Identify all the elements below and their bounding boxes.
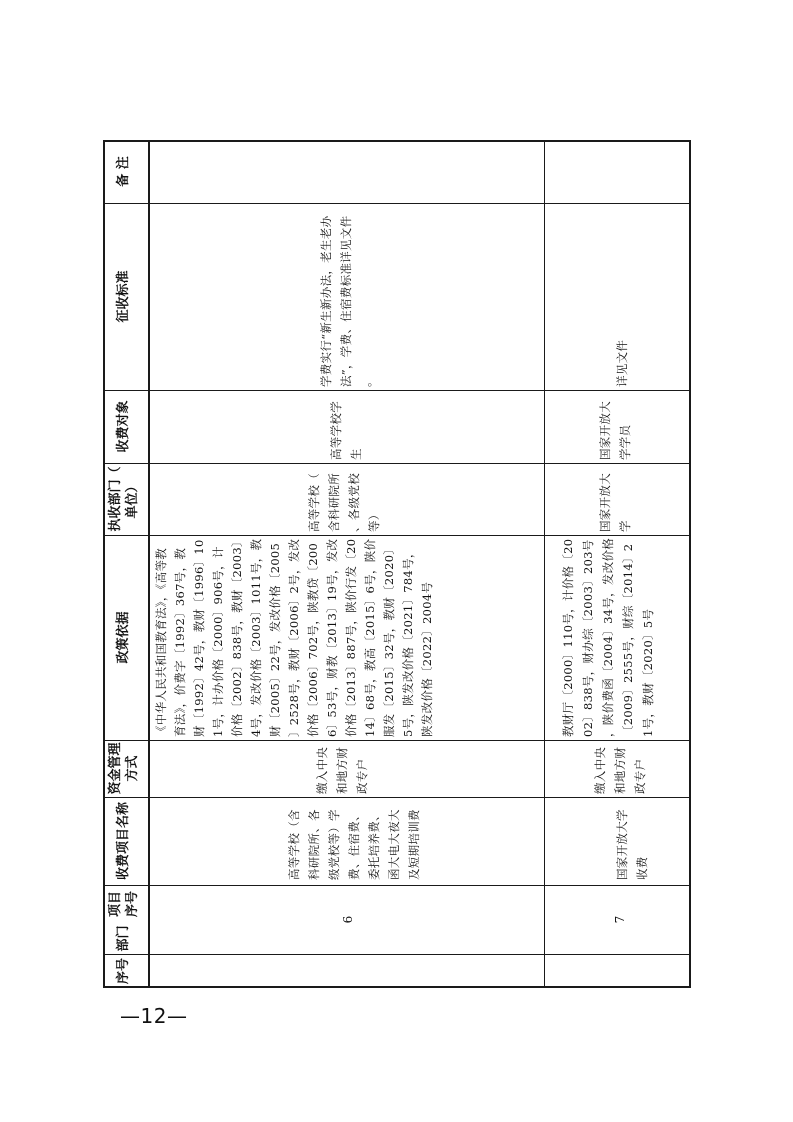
row-6-fund-mgmt: 缴入中央和地方财政专户 bbox=[315, 746, 369, 794]
row-6-seq bbox=[150, 956, 542, 986]
row-7-dept bbox=[546, 920, 689, 953]
header-collecting-unit: 执收部门（单位） bbox=[108, 466, 140, 532]
header-item-seq: 项目序号 bbox=[108, 891, 140, 918]
header-fund-mgmt: 资金管理方式 bbox=[108, 742, 140, 795]
rule-name bbox=[103, 885, 691, 886]
rule-unit bbox=[103, 535, 691, 536]
row-7-fund-mgmt: 缴入中央和地方财政专户 bbox=[593, 746, 647, 794]
header-standard: 征收标准 bbox=[116, 270, 131, 323]
rule-row-divider bbox=[544, 140, 545, 988]
row-6-collecting-unit: 高等学校（含科研院所、各级党校等） bbox=[307, 473, 381, 532]
row-6-item-name: 高等学校（含科研院所、各级党校等）学费、住宿费、委托培养费、函大电大夜大及短期培训费 bbox=[287, 809, 421, 880]
row-7-item-name: 国家开放大学收费 bbox=[615, 809, 649, 880]
row-7-collecting-unit: 国家开放大学 bbox=[598, 473, 632, 532]
rule-header-row bbox=[148, 140, 150, 988]
row-6-remarks bbox=[150, 142, 542, 202]
header-seq: 序号 bbox=[116, 958, 131, 985]
row-7-remarks bbox=[546, 142, 689, 202]
header-remarks: 备 注 bbox=[116, 156, 131, 187]
row-6-item-seq: 6 bbox=[341, 915, 355, 924]
row-7-item-seq: 7 bbox=[613, 915, 627, 924]
header-item-name: 收费项目名称 bbox=[116, 802, 131, 881]
header-dept: 部门 bbox=[116, 925, 131, 952]
row-6-policy-basis: 《中华人民共和国教育法》，《高等教育法》，价费字〔1992〕367号，教财〔1992〕42号，教财〔1996〕101号，计办价格〔2000〕906号，计价格〔2002〕838号，教财〔2003〕4号，发改价格〔2003〕1011号，教财〔2005〕22号，发改价格〔2005〕2528号，教财〔2006〕2号，发改价格〔2006〕702号，陕教贷〔2006〕53号，财教〔2013〕19号，发改价格〔2013〕887号，陕价行发〔2014〕68号，教高〔2015〕6号，陕价服发〔2015〕32号，教财〔2020〕5号，陕发改价格〔2021〕784号，陕发改价格〔2022〕2004号 bbox=[154, 538, 434, 737]
row-6-dept bbox=[150, 920, 542, 953]
row-7-payer: 国家开放大学学员 bbox=[598, 401, 632, 460]
rule-remarks bbox=[103, 203, 691, 204]
header-payer: 收费对象 bbox=[116, 400, 131, 453]
header-policy-basis: 政策依据 bbox=[116, 611, 131, 664]
rule-item-seq bbox=[103, 954, 691, 955]
row-6-payer: 高等学校学生 bbox=[329, 401, 363, 460]
row-7-policy-basis: 教财厅〔2000〕110号，计价格〔2002〕838号，财办综〔2003〕203号，陕价费函〔2004〕34号，发改价格〔2009〕2555号，财综〔2014〕21号，教财〔2020〕5号 bbox=[561, 537, 655, 737]
page-number: —12— bbox=[120, 1004, 188, 1028]
row-7-standard: 详见文件 bbox=[615, 339, 629, 387]
row-7-seq bbox=[546, 956, 689, 986]
row-6-standard: 学费实行“新生新办法，老生老办法”，学费、住宿费标准详见文件。 bbox=[319, 215, 373, 387]
